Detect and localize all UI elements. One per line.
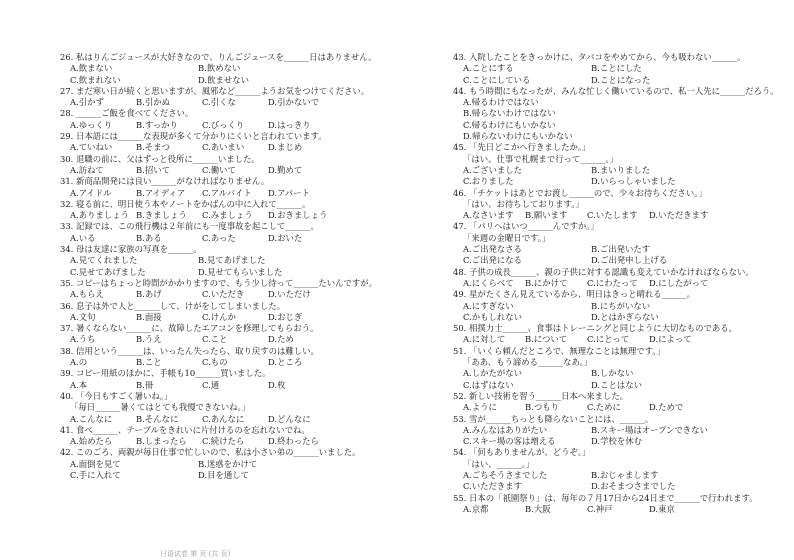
answer-option: A.ご出発なさる bbox=[463, 244, 522, 255]
answer-option: D.いらっしゃいました bbox=[591, 176, 676, 187]
answer-option: B.迷惑をかけて bbox=[198, 458, 258, 469]
options-row bbox=[60, 470, 390, 481]
question bbox=[60, 221, 390, 244]
answer-option: C.びっくり bbox=[202, 119, 245, 130]
options-row bbox=[60, 334, 390, 345]
answer-option: A.面倒を見て bbox=[70, 458, 121, 469]
options-row bbox=[453, 481, 753, 492]
answer-option: B.にちがいない bbox=[591, 300, 651, 311]
question-stem: 53. 雪が______ちっとも降らないことには、______。 bbox=[453, 413, 654, 424]
answer-option: C.ために bbox=[587, 402, 621, 413]
answer-option: D.まじめ bbox=[268, 142, 303, 153]
options-row bbox=[453, 402, 753, 413]
question bbox=[60, 86, 390, 109]
answer-option: B.飲めない bbox=[198, 63, 241, 74]
question-stem: 51. 「いくら頼んだところで、無理なことは無理です。」 bbox=[453, 345, 665, 356]
question-stem: 44. もう時間にもなったが、みんな忙しく働いているので、私一人先に______だろう。 bbox=[453, 85, 779, 96]
left-column bbox=[60, 52, 390, 481]
options-row bbox=[453, 108, 753, 119]
options-row bbox=[453, 120, 753, 131]
question-stem: 34. 母は友達に家族の写真を______。 bbox=[60, 244, 202, 255]
options-row bbox=[60, 75, 390, 86]
question-stem: 55. 日本の「祇園祭り」は、毎年の７月17日から24日まで______で行われます。 bbox=[453, 492, 758, 503]
options-row bbox=[453, 75, 753, 86]
question-stem: 47. 「パリへはいつ______んですか。」 bbox=[453, 221, 599, 232]
answer-option: A.にすぎない bbox=[463, 300, 514, 311]
answer-option: D.おじぎ bbox=[268, 311, 303, 322]
answer-option: A.文句 bbox=[70, 311, 96, 322]
options-row bbox=[60, 233, 390, 244]
options-row bbox=[453, 165, 753, 176]
answer-option: A.ように bbox=[463, 402, 497, 413]
options-row bbox=[453, 334, 753, 345]
options-row bbox=[453, 312, 753, 323]
answer-option: B.あげ bbox=[136, 289, 162, 300]
answer-option: B.スキー場はオープンできない bbox=[591, 424, 708, 435]
answer-option: D.にしたがって bbox=[649, 277, 709, 288]
answer-option: A.にくらべて bbox=[463, 277, 514, 288]
question bbox=[60, 447, 390, 481]
options-row bbox=[453, 63, 753, 74]
answer-option: C.かもしれない bbox=[463, 311, 523, 322]
options-row bbox=[453, 436, 753, 447]
answer-option: C.いたします bbox=[587, 210, 638, 221]
question bbox=[60, 154, 390, 177]
options-row bbox=[60, 289, 390, 300]
answer-option: A.ゆっくり bbox=[70, 119, 113, 130]
answer-option: D.ご出発申し上げる bbox=[591, 255, 668, 266]
options-row bbox=[60, 436, 390, 447]
answer-option: C.はずはない bbox=[463, 379, 514, 390]
answer-option: D.とはかぎらない bbox=[591, 311, 659, 322]
options-row bbox=[60, 255, 390, 266]
question-dialogue-line: 「毎日______暑くてはとても我慢できないね。」 bbox=[70, 402, 251, 413]
options-row bbox=[453, 176, 753, 187]
answer-option: A.帰るわけではない bbox=[463, 97, 539, 108]
question-stem: 49. 星がたくさん見えているから、明日はきっと晴れる______。 bbox=[453, 289, 696, 300]
question bbox=[60, 244, 390, 278]
options-row bbox=[60, 459, 390, 470]
question bbox=[60, 391, 390, 425]
question-stem: 32. 寝る前に、明日使う本やノートをかばんの中に入れて______。 bbox=[60, 198, 311, 209]
answer-option: A.の bbox=[70, 357, 88, 368]
question bbox=[60, 52, 390, 86]
question-stem: 35. コピーはちょっと時間がかかりますので、もう少し待って______たいんですが。 bbox=[60, 277, 377, 288]
answer-option: B.引かぬ bbox=[136, 97, 170, 108]
answer-option: D.目を通して bbox=[198, 469, 249, 480]
answer-option: A.ていねい bbox=[70, 142, 113, 153]
answer-option: B.にかけて bbox=[525, 277, 568, 288]
answer-option: B.招いて bbox=[136, 164, 170, 175]
answer-option: C.あった bbox=[202, 232, 236, 243]
question-stem: 31. 新商品開発には良い______がなければなりません。 bbox=[60, 176, 270, 187]
question bbox=[453, 447, 753, 492]
question bbox=[60, 323, 390, 346]
answer-option: D.はっきり bbox=[268, 119, 311, 130]
answer-option: A.こんなに bbox=[70, 413, 113, 424]
options-row bbox=[60, 267, 390, 278]
question bbox=[453, 414, 753, 448]
answer-option: A.始めたら bbox=[70, 436, 113, 447]
page-footer: 日语试卷 第 页 (共 页) bbox=[160, 550, 231, 558]
answer-option: B.ある bbox=[136, 232, 162, 243]
question-stem: 33. 記録では、この飛行機は２年前にも一度事故を起こして______。 bbox=[60, 221, 319, 232]
answer-option: D.帰らないわけにもいかない bbox=[463, 131, 573, 142]
answer-option: D.ところ bbox=[268, 357, 303, 368]
question-stem: 27. まだ寒い日が続くと思いますが、風邪など______ようお気をつけてください。 bbox=[60, 85, 370, 96]
options-row bbox=[60, 380, 390, 391]
answer-option: C.ご出発になる bbox=[463, 255, 523, 266]
answer-option: B.そまつ bbox=[136, 142, 170, 153]
answer-option: C.にわたって bbox=[587, 277, 638, 288]
question bbox=[60, 199, 390, 222]
options-row bbox=[453, 278, 753, 289]
answer-option: C.続けたら bbox=[202, 436, 245, 447]
answer-option: D.おそまつさまでした bbox=[591, 481, 676, 492]
answer-option: C.こと bbox=[202, 334, 228, 345]
answer-option: D.ことはない bbox=[591, 379, 642, 390]
answer-option: A.ありましょう bbox=[70, 210, 129, 221]
answer-option: A.もらえ bbox=[70, 289, 104, 300]
question bbox=[453, 221, 753, 266]
answer-option: B.アイディア bbox=[136, 187, 186, 198]
answer-option: B.ご出発いたす bbox=[591, 244, 651, 255]
answer-option: D.学校を休む bbox=[591, 436, 642, 447]
question bbox=[60, 346, 390, 369]
question-stem: 29. 日本語には______な表現が多くて分かりにくいと言われています。 bbox=[60, 131, 327, 142]
answer-option: B.うえ bbox=[136, 334, 162, 345]
question-stem: 26. 私はりんごジュースが大好きなので、りんごジュースを______日はありません。 bbox=[60, 52, 377, 62]
question bbox=[453, 142, 753, 187]
answer-option: B.まいりました bbox=[591, 164, 651, 175]
options-row bbox=[60, 210, 390, 221]
answer-option: B.きましょう bbox=[136, 210, 187, 221]
answer-option: B.しかない bbox=[591, 368, 634, 379]
answer-option: A.訪ねて bbox=[70, 164, 104, 175]
options-row bbox=[453, 255, 753, 266]
answer-option: C.神戸 bbox=[587, 503, 613, 514]
options-row bbox=[453, 380, 753, 391]
answer-option: A.引かず bbox=[70, 97, 104, 108]
answer-option: B.おじゃまします bbox=[591, 469, 659, 480]
answer-option: C.引くな bbox=[202, 97, 236, 108]
question-stem: 50. 相撲力士______、食事はトレーニングと同じように大切なものである。 bbox=[453, 323, 737, 334]
question bbox=[60, 108, 390, 131]
answer-option: C.帰るわけにもいかない bbox=[463, 119, 556, 130]
answer-option: B.つもり bbox=[525, 402, 559, 413]
answer-option: A.本 bbox=[70, 379, 88, 390]
question-stem: 46. 「チケットはあとでお渡し______ので、少々お待ちください。」 bbox=[453, 187, 707, 198]
answer-option: D.見せてもらいました bbox=[198, 266, 283, 277]
question-stem: 39. コピー用紙のほかに、手帳も10______買いました。 bbox=[60, 368, 271, 379]
question-stem: 38. 信用という______は、いったん失ったら、取り戻すのは難しい。 bbox=[60, 345, 319, 356]
answer-option: A.うち bbox=[70, 334, 96, 345]
answer-option: C.けんか bbox=[202, 311, 236, 322]
answer-option: C.働いて bbox=[202, 164, 236, 175]
answer-option: C.通 bbox=[202, 379, 220, 390]
options-row bbox=[453, 244, 753, 255]
answer-option: A.見てくれました bbox=[70, 255, 138, 266]
options-row bbox=[60, 188, 390, 199]
answer-option: C.あんなに bbox=[202, 413, 245, 424]
options-row bbox=[60, 63, 390, 74]
options-row bbox=[453, 97, 753, 108]
question bbox=[453, 492, 758, 516]
answer-option: C.あいまい bbox=[202, 142, 245, 153]
answer-option: C.見せてあげました bbox=[70, 266, 146, 277]
question-stem: 45. 「先日どこかへ行きましたか。」 bbox=[453, 142, 591, 153]
answer-option: D.いただけ bbox=[268, 289, 311, 300]
answer-option: A.いる bbox=[70, 232, 96, 243]
answer-option: A.に対して bbox=[463, 334, 506, 345]
question bbox=[453, 346, 753, 391]
question-dialogue-line: 「来週の金曜日です。」 bbox=[463, 232, 551, 243]
answer-option: A.みんなはありがたい bbox=[463, 424, 548, 435]
answer-option: C.みましょう bbox=[202, 210, 253, 221]
answer-option: B.について bbox=[525, 334, 568, 345]
answer-option: B.見てあげました bbox=[198, 255, 266, 266]
question-stem: 30. 退職の前に、父はずっと役所に______いました。 bbox=[60, 153, 260, 164]
question-stem: 40. 「今日もすごく暑いね。」 bbox=[60, 390, 173, 401]
options-row bbox=[60, 120, 390, 131]
answer-option: D.枚 bbox=[268, 379, 286, 390]
question-stem: 41. 食べ______、テーブルをきれいに片付けるのを忘れないでね。 bbox=[60, 424, 310, 435]
options-row bbox=[60, 165, 390, 176]
answer-option: D.どんなに bbox=[268, 413, 311, 424]
answer-option: B.帰らないわけではない bbox=[463, 108, 556, 119]
options-row bbox=[453, 210, 753, 221]
answer-option: B.冊 bbox=[136, 379, 154, 390]
question-dialogue-line: 「はい、お待ちしております。」 bbox=[463, 198, 584, 209]
answer-option: D.終わったら bbox=[268, 436, 319, 447]
answer-option: D.おいた bbox=[268, 232, 303, 243]
options-row bbox=[453, 301, 753, 312]
answer-option: B.ことにした bbox=[591, 63, 642, 74]
options-row bbox=[60, 142, 390, 153]
options-row bbox=[453, 425, 753, 436]
answer-option: D.アパート bbox=[268, 187, 310, 198]
question bbox=[60, 176, 390, 199]
question-stem: 54. 「何もありませんが、どうぞ。」 bbox=[453, 447, 591, 458]
question bbox=[60, 425, 390, 448]
answer-option: D.によって bbox=[649, 334, 692, 345]
answer-option: B.すっかり bbox=[136, 119, 178, 130]
options-row bbox=[453, 131, 753, 142]
answer-option: A.しかたがない bbox=[463, 368, 522, 379]
question-stem: 37. 暑くならない______に、故障したエアコンを修理してもらおう。 bbox=[60, 323, 319, 334]
answer-option: A.ごちそうさまでした bbox=[463, 469, 548, 480]
answer-option: B.願います bbox=[525, 210, 568, 221]
answer-option: B.面接 bbox=[136, 311, 162, 322]
answer-option: D.ため bbox=[268, 334, 294, 345]
answer-option: C.スキー場の客は増える bbox=[463, 436, 556, 447]
question-stem: 48. 子供の成長______、親の子供に対する認識も変えていかなければならない。 bbox=[453, 266, 754, 277]
question bbox=[60, 131, 390, 154]
question-dialogue-line: 「はい、______。」 bbox=[463, 458, 535, 469]
question bbox=[453, 188, 753, 222]
answer-option: C.もの bbox=[202, 357, 228, 368]
answer-option: A.ございました bbox=[463, 164, 522, 175]
question bbox=[453, 289, 753, 323]
answer-option: D.勤めて bbox=[268, 164, 303, 175]
question-dialogue-line: 「ああ、もう諦める______なあ。」 bbox=[463, 357, 593, 368]
answer-option: D.引かないで bbox=[268, 97, 319, 108]
answer-option: C.いただきます bbox=[463, 481, 523, 492]
options-row bbox=[60, 357, 390, 368]
answer-option: D.ためで bbox=[649, 402, 684, 413]
answer-option: D.飲ませない bbox=[198, 74, 249, 85]
answer-option: C.いただき bbox=[202, 289, 245, 300]
question-stem: 36. 息子は外で人と______して、けがをしてしまいました。 bbox=[60, 300, 286, 311]
answer-option: D.いただきます bbox=[649, 210, 709, 221]
question-stem: 42. このごろ、両親が毎日仕事で忙しいので、私は小さい弟の______いました。 bbox=[60, 447, 361, 458]
question-stem: 52. 新しい技術を習う______日本へ来ました。 bbox=[453, 390, 629, 401]
answer-option: A.アイドル bbox=[70, 187, 112, 198]
question bbox=[453, 323, 753, 346]
answer-option: B.しまったら bbox=[136, 436, 187, 447]
answer-option: A.ことにする bbox=[463, 63, 514, 74]
answer-option: D.東京 bbox=[649, 503, 675, 514]
question bbox=[60, 301, 390, 324]
answer-option: D.ことになった bbox=[591, 74, 651, 85]
question-stem: 28. ______ご飯を食べてください。 bbox=[60, 108, 194, 119]
question bbox=[453, 267, 753, 290]
options-row bbox=[453, 470, 753, 481]
answer-option: C.おりました bbox=[463, 176, 514, 187]
options-row bbox=[453, 368, 753, 379]
answer-option: A.飲まない bbox=[70, 63, 113, 74]
question bbox=[60, 368, 390, 391]
options-row bbox=[60, 312, 390, 323]
answer-option: A.京都 bbox=[463, 503, 489, 514]
question-dialogue-line: 「はい。仕事で札幌まで行って______。」 bbox=[463, 153, 618, 164]
question-stem: 43. 入院したことをきっかけに、タバコをやめてから、今も吸わない______。 bbox=[453, 52, 746, 62]
question bbox=[453, 391, 753, 414]
answer-option: C.にとって bbox=[587, 334, 630, 345]
options-row bbox=[453, 504, 753, 515]
answer-option: B.そんなに bbox=[136, 413, 179, 424]
answer-option: B.大阪 bbox=[525, 503, 551, 514]
answer-option: A.なさいます bbox=[463, 210, 514, 221]
options-row bbox=[60, 97, 390, 108]
answer-option: C.ことにしている bbox=[463, 74, 531, 85]
answer-option: C.飲まれない bbox=[70, 74, 121, 85]
answer-option: C.手に入れて bbox=[70, 469, 121, 480]
question bbox=[453, 52, 753, 86]
question bbox=[60, 278, 390, 301]
right-column bbox=[453, 52, 779, 515]
answer-option: D.おきましょう bbox=[268, 210, 328, 221]
answer-option: B.こと bbox=[136, 357, 162, 368]
options-row bbox=[60, 414, 390, 425]
answer-option: C.アルバイト bbox=[202, 187, 252, 198]
question bbox=[453, 85, 779, 142]
